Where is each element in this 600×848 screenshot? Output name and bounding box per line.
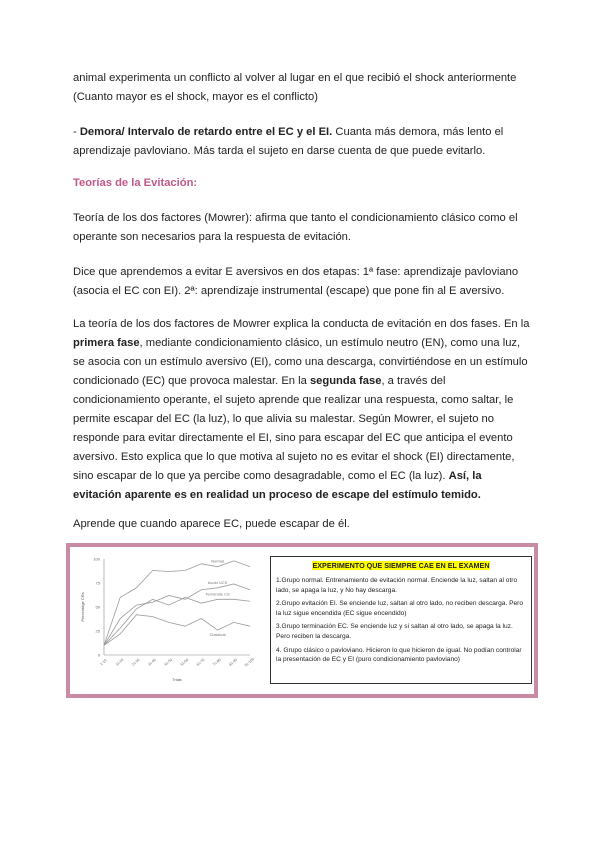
section-heading-avoidance-theories: Teorías de la Evitación: [73,177,198,189]
y-tick-label: 25 [95,628,100,634]
x-tick-label: 21-30 [130,657,141,667]
y-tick-label: 50 [95,604,100,610]
series-line [104,558,250,645]
series-label: Classical [209,632,226,638]
x-tick-label: 61-70 [195,657,206,667]
x-tick-label: 81-90 [228,657,238,667]
experiment-item-2: 2.Grupo evitación EI. Se enciende luz, saltan al otro lado, no reciben descarga. Pero la luz sigue encendida (EC sigue encendido) [276,600,524,617]
experiment-box [270,556,532,684]
x-tick-label: 51-60 [179,657,190,667]
y-axis-label: Percentage CRs [80,592,85,622]
paragraph-mowrer-explanation: La teoría de los dos factores de Mowrer explica la conducta de evitación en dos fases. En la primera fase, mediante condicionamiento clásico, un estímulo neutro (EN), como una luz, se asocia con un estímulo aversivo (EI), como una descarga, convirtiéndose en un estímulo condicionado (EC) que provoca malestar. En la segunda fase, a través del condicionamiento operante, el sujeto aprende que realizar una respuesta, como saltar, le permite escapar del EC (la luz), lo que alivia su malestar. Según Mowrer, el sujeto no responde para evitar directamente el EI, sino para escapar del EC que anticipa el evento aversivo. Esto explica que lo que motiva al sujeto no es evitar el shock (EI) directamente, sino escapar de lo que ya percibe como desagradable, como el EC (la luz). Así, la evitación aparente es en realidad un proceso de escape del estímulo temido. [73,318,530,501]
avoidance-line-chart [70,547,260,694]
paragraph-conflict: animal experimenta un conflicto al volver al lugar en el que recibió el shock anteriormente (Cuanto mayor es el shock, mayor es el conflicto) [73,72,517,103]
x-tick-label: 91-100 [243,657,255,668]
experiment-figure [66,543,538,698]
x-tick-label: 11-20 [114,657,125,667]
series-line [104,615,250,646]
paragraph-two-factor: Teoría de los dos factores (Mowrer): afirma que tanto el condicionamiento clásico como el operante son necesarios para la respuesta de evitación. [73,212,518,243]
y-tick-label: 75 [95,580,100,586]
series-line [104,597,250,645]
x-tick-label: 41-50 [163,657,174,667]
x-tick-label: 1-10 [99,658,108,667]
experiment-item-4: 4. Grupo clásico o pavloviano. Hicieron lo que hicieron de igual. No podían controlar la presentación de EC y EI (puro condicionamiento pavloviano) [276,646,522,664]
y-tick-label: 0 [97,652,100,658]
experiment-title: EXPERIMENTO QUE SIEMPRE CAE EN EL EXAMEN [312,561,490,570]
x-axis-label: Trials [172,677,182,682]
x-tick-label: 71-80 [212,657,222,667]
series-label: Terminate CS [205,591,230,597]
experiment-item-3: 3.Grupo terminación EC. Se enciende luz y si saltan al otro lado, se apaga la luz. Pero reciben la descarga. [276,623,513,640]
series-label: Avoid UCS [207,579,228,585]
paragraph-two-stages: Dice que aprendemos a evitar E aversivos en dos etapas: 1ª fase: aprendizaje pavloviano (asocia el EC con EI). 2ª: aprendizaje instrumental (escape) que pone fin al E aversivo. [73,266,519,297]
experiment-item-1: 1.Grupo normal. Entrenamiento de evitación normal. Enciende la luz, saltan al otro lado, se apaga la luz, y No hay descarga. [276,577,518,594]
x-tick-label: 31-40 [147,657,157,667]
paragraph-escape: Aprende que cuando aparece EC, puede escapar de él. [73,518,350,530]
series-label: Normal [211,558,225,564]
paragraph-delay: - Demora/ Intervalo de retardo entre el EC y el EI. Cuanta más demora, más lento el aprendizaje pavloviano. Más tarda el sujeto en darse cuenta de que puede evitarlo. [73,126,504,157]
y-tick-label: 100 [93,556,100,562]
